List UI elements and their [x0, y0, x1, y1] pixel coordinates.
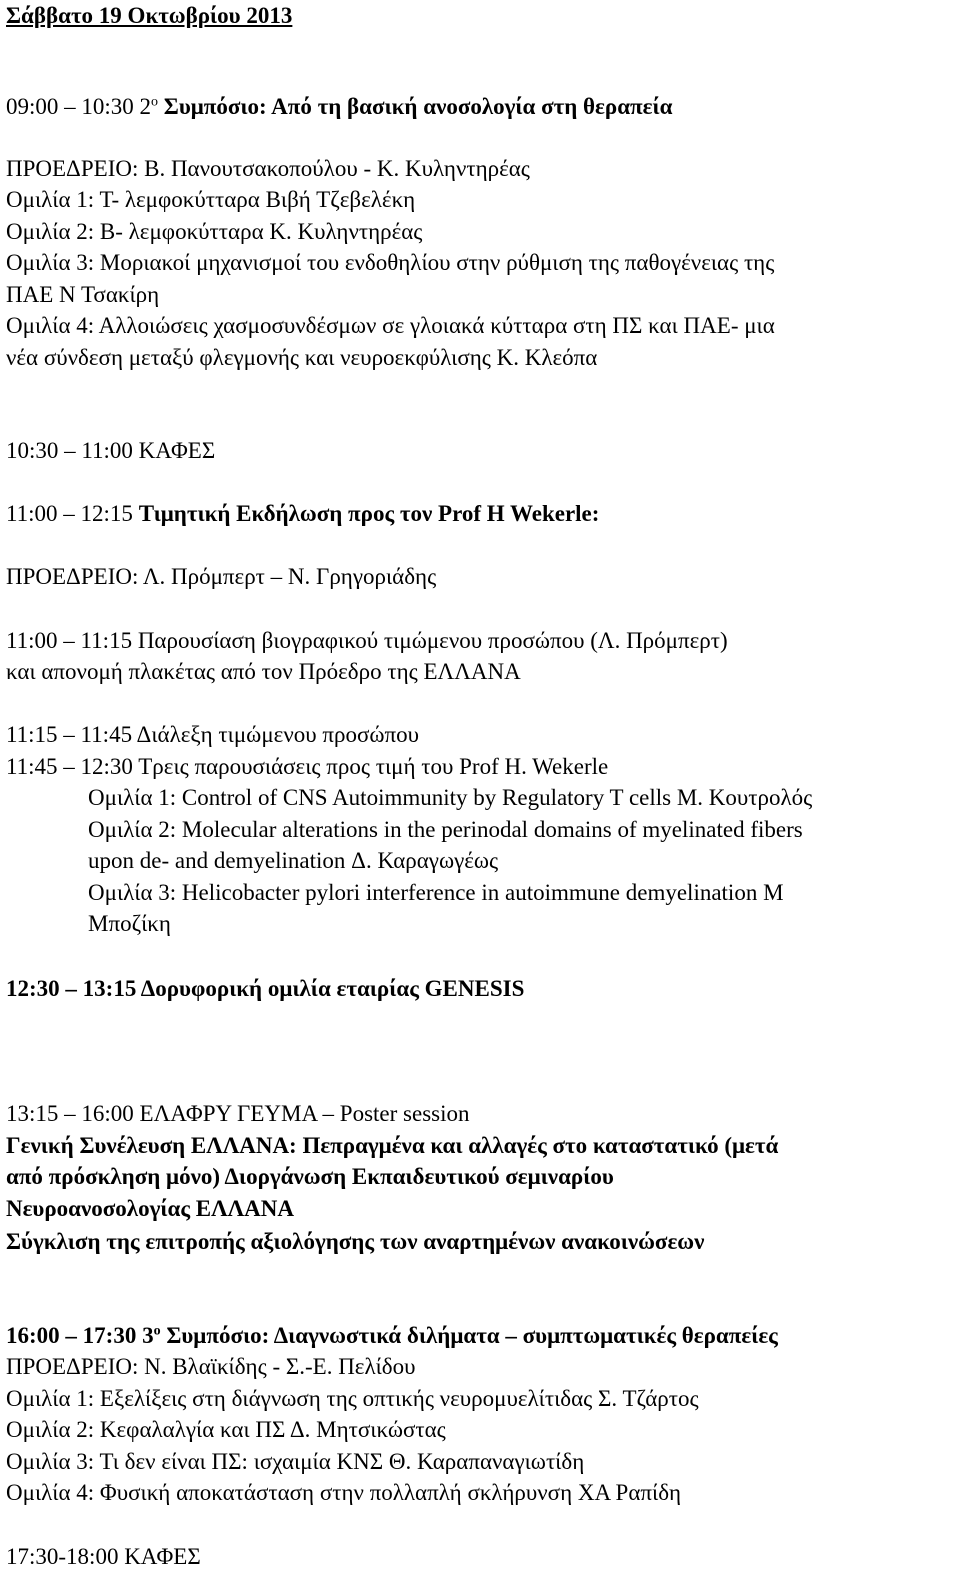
- general-assembly: Γενική Συνέλευση ΕΛΛΑΝΑ: Πεπραγμένα και αλλαγές στο καταστατικό (μετά: [6, 1133, 779, 1158]
- symposium-2-time: 09:00 – 10:30 2: [6, 94, 152, 119]
- honor-talk-3-cont: Μποζίκη: [88, 911, 171, 936]
- symposium-2-title: Συμπόσιο: Από τη βασική ανοσολογία στη θεραπεία: [163, 94, 673, 119]
- symposium-2-header: [6, 91, 672, 123]
- honor-item-1-cont: και απονομή πλακέτας από τον Πρόεδρο της ΕΛΛΑΝΑ: [6, 659, 521, 684]
- honor-item-2: 11:15 – 11:45 Διάλεξη τιμώμενου προσώπου: [6, 722, 419, 747]
- committee-meeting: Σύγκλιση της επιτροπής αξιολόγησης των αναρτημένων ανακοινώσεων: [6, 1229, 705, 1254]
- symposium-3-chairs: ΠΡΟΕΔΡΕΙΟ: Ν. Βλαϊκίδης - Σ.-Ε. Πελίδου: [6, 1354, 416, 1379]
- symposium-3-talk-3: Ομιλία 3: Τι δεν είναι ΠΣ: ισχαιμία ΚΝΣ Θ. Καραπαναγιωτίδη: [6, 1449, 585, 1474]
- symposium-2-talk-3-cont: ΠΑΕ Ν Τσακίρη: [6, 282, 160, 307]
- symposium-3-talk-1: Ομιλία 1: Εξελίξεις στη διάγνωση της οπτικής νευρομυελίτιδας Σ. Τζάρτος: [6, 1386, 699, 1411]
- symposium-2-chairs: ΠΡΟΕΔΡΕΙΟ: Β. Πανουτσακοπούλου - Κ. Κυληντηρέας: [6, 156, 530, 181]
- honor-session-chairs: ΠΡΟΕΔΡΕΙΟ: Λ. Πρόμπερτ – Ν. Γρηγοριάδης: [6, 564, 437, 589]
- symposium-3-talk-2: Ομιλία 2: Κεφαλαλγία και ΠΣ Δ. Μητσικώστας: [6, 1417, 446, 1442]
- honor-session-title: Τιμητική Εκδήλωση προς τον Prof H Wekerle:: [138, 501, 600, 526]
- ordinal-superscript: ο: [151, 94, 159, 110]
- ordinal-superscript: ο: [153, 1323, 161, 1339]
- symposium-3-header: [6, 1320, 778, 1352]
- honor-talk-2-cont: upon de- and demyelination Δ. Καραγωγέως: [88, 848, 499, 873]
- symposium-3-time: 16:00 – 17:30 3: [6, 1323, 154, 1348]
- symposium-3-talk-4: Ομιλία 4: Φυσική αποκατάσταση στην πολλαπλή σκλήρυνση ΧΑ Ραπίδη: [6, 1480, 682, 1505]
- honor-item-3: 11:45 – 12:30 Τρεις παρουσιάσεις προς τιμή του Prof H. Wekerle: [6, 754, 609, 779]
- honor-talk-2: Ομιλία 2: Molecular alterations in the perinodal domains of myelinated fibers: [88, 817, 803, 842]
- honor-session-time: 11:00 – 12:15: [6, 501, 139, 526]
- coffee-break-1: 10:30 – 11:00 ΚΑΦΕΣ: [6, 438, 216, 463]
- honor-session-header: [6, 498, 599, 530]
- general-assembly-cont-2: Νευροανοσολογίας ΕΛΛΑΝΑ: [6, 1196, 294, 1221]
- general-assembly-cont-1: από πρόσκληση μόνο) Διοργάνωση Εκπαιδευτικού σεμιναρίου: [6, 1164, 614, 1189]
- symposium-2-talk-2: Ομιλία 2: Β- λεμφοκύτταρα Κ. Κυληντηρέας: [6, 219, 423, 244]
- symposium-2-talk-3: Ομιλία 3: Μοριακοί μηχανισμοί του ενδοθηλίου στην ρύθμιση της παθογένειας της: [6, 250, 775, 275]
- symposium-2-talk-4-cont: νέα σύνδεση μεταξύ φλεγμονής και νευροεκφύλισης Κ. Κλεόπα: [6, 345, 598, 370]
- day-heading: Σάββατο 19 Οκτωβρίου 2013: [6, 3, 293, 28]
- honor-item-1: 11:00 – 11:15 Παρουσίαση βιογραφικού τιμώμενου προσώπου (Λ. Πρόμπερτ): [6, 628, 728, 653]
- honor-talk-3: Ομιλία 3: Helicobacter pylori interference in autoimmune demyelination Μ: [88, 880, 784, 905]
- symposium-2-talk-1: Ομιλία 1: Τ- λεμφοκύτταρα Βιβή Τζεβελέκη: [6, 187, 416, 212]
- coffee-break-2: 17:30-18:00 ΚΑΦΕΣ: [6, 1544, 201, 1569]
- satellite-lecture: 12:30 – 13:15 Δορυφορική ομιλία εταιρίας GENESIS: [6, 976, 525, 1001]
- lunch-poster-session: 13:15 – 16:00 ΕΛΑΦΡΥ ΓΕΥΜΑ – Poster session: [6, 1101, 470, 1126]
- honor-talk-1: Ομιλία 1: Control of CNS Autoimmunity by Regulatory T cells Μ. Κουτρολός: [88, 785, 813, 810]
- symposium-3-title: Συμπόσιο: Διαγνωστικά διλήματα – συμπτωματικές θεραπείες: [166, 1323, 778, 1348]
- symposium-2-talk-4: Ομιλία 4: Αλλοιώσεις χασμοσυνδέσμων σε γλοιακά κύτταρα στη ΠΣ και ΠΑΕ- μια: [6, 313, 775, 338]
